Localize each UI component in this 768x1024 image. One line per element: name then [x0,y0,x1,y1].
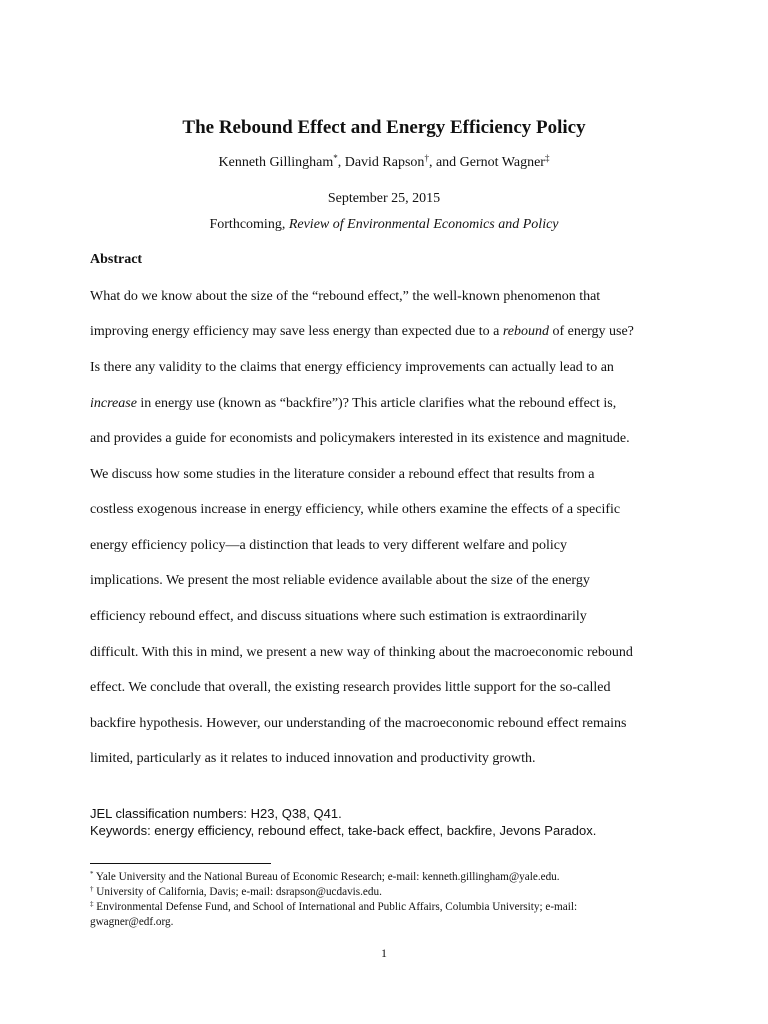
footnote-mark-2: † [424,153,429,163]
abstract-emphasis: rebound [502,324,550,339]
abstract-line-7: costless exogenous increase in energy efficiency, while others examine the effects of a specific [90,502,621,517]
abstract-line-9: implications. We present the most reliable evidence available about the size of the energy [90,573,590,588]
footnote-marker: ‡ [90,900,94,908]
footnote-mark-1: * [333,153,338,163]
abstract-line-1: What do we know about the size of the “rebound effect,” the well-known phenomenon that [90,289,601,304]
footnote-3-continued: gwagner@edf.org. [90,916,174,928]
forthcoming-prefix: Forthcoming, [209,217,289,232]
abstract-emphasis: increase [90,396,137,411]
page-number: 1 [381,946,387,960]
abstract-line-5: and provides a guide for economists and policymakers interested in its existence and magnitude. [90,431,630,446]
abstract-line-10: efficiency rebound effect, and discuss situations where such estimation is extraordinarily [90,609,587,624]
abstract-line-3: Is there any validity to the claims that energy efficiency improvements can actually lead to an [90,360,614,375]
footnote-text: Environmental Defense Fund, and School of International and Public Affairs, Columbia University; e-mail: [93,901,578,913]
footnote-divider [90,863,271,864]
author-gillingham: Kenneth Gillingham [218,155,334,170]
abstract-line-11: difficult. With this in mind, we present a new way of thinking about the macroeconomic rebound [90,645,633,660]
abstract-heading: Abstract [90,252,143,267]
jel-classification: JEL classification numbers: H23, Q38, Q41. [90,806,342,821]
paper-title: The Rebound Effect and Energy Efficiency Policy [182,117,586,138]
author-wagner: , and Gernot Wagner [428,155,545,170]
abstract-text: of energy use? [549,324,634,339]
abstract-text: in energy use (known as “backfire”)? This article clarifies what the rebound effect is, [136,396,617,411]
author-rapson: , David Rapson [337,155,425,170]
author-line [0,155,768,171]
keywords: Keywords: energy efficiency, rebound effect, take-back effect, backfire, Jevons Paradox. [90,823,597,838]
footnote-mark-3: ‡ [544,153,550,163]
footnote-3 [90,901,577,913]
footnote-1 [90,871,560,883]
paper-date: September 25, 2015 [327,191,441,206]
publication-note [0,217,768,233]
abstract-text: improving energy efficiency may save less energy than expected due to a [90,324,503,339]
footnote-marker: † [90,885,94,893]
footnote-2 [90,886,382,898]
journal-name: Review of Environmental Economics and Policy [288,217,559,232]
abstract-line-4 [90,396,616,412]
footnote-text: University of California, Davis; e-mail: dsrapson@ucdavis.edu. [93,886,382,898]
footnote-text: Yale University and the National Bureau of Economic Research; e-mail: kenneth.gillingham@yale.edu. [93,871,560,883]
abstract-line-6: We discuss how some studies in the literature consider a rebound effect that results from a [90,467,595,482]
abstract-line-2 [90,324,634,340]
abstract-line-12: effect. We conclude that overall, the existing research provides little support for the so-called [90,680,611,695]
footnote-marker: * [90,870,94,878]
abstract-line-13: backfire hypothesis. However, our understanding of the macroeconomic rebound effect remains [90,716,627,731]
abstract-line-14: limited, particularly as it relates to induced innovation and productivity growth. [90,751,536,766]
abstract-line-8: energy efficiency policy—a distinction that leads to very different welfare and policy [90,538,567,553]
